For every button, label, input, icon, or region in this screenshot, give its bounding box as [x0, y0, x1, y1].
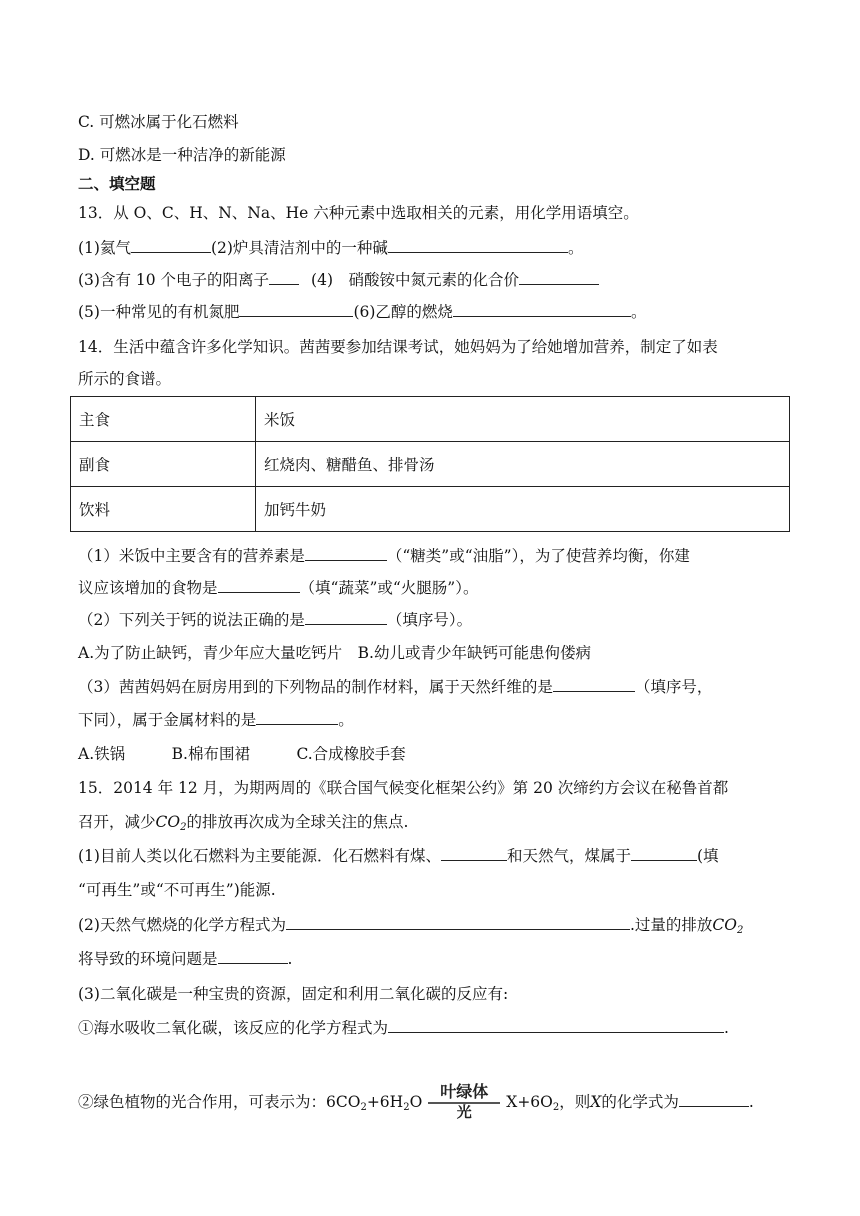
q14-s3-d: 。: [338, 711, 354, 729]
q15-s1-a: (1)目前人类以化石燃料为主要能源．化石燃料有煤、: [78, 847, 441, 865]
co2-text: CO: [712, 916, 737, 934]
q15-s3-2b: +6H: [366, 1093, 404, 1111]
q15-s3-1: [78, 1018, 729, 1038]
section-title: 二、填空题: [78, 175, 156, 193]
co2-sub: 2: [180, 822, 187, 833]
sub: 2: [360, 1102, 367, 1113]
answer-blank[interactable]: [269, 270, 299, 285]
q15-s3-1b: .: [724, 1019, 729, 1037]
answer-blank[interactable]: [286, 915, 630, 930]
table-cell-value: 加钙牛奶: [256, 487, 790, 532]
table-cell-value: 米饭: [256, 397, 790, 442]
answer-blank[interactable]: [441, 846, 507, 861]
answer-blank[interactable]: [305, 546, 387, 561]
q14-s1-line1: [78, 546, 690, 566]
answer-blank[interactable]: [453, 302, 631, 317]
answer-blank[interactable]: [553, 677, 635, 692]
q15-s3: (3)二氧化碳是一种宝贵的资源，固定和利用二氧化碳的反应有:: [78, 985, 509, 1003]
q15-s3-2d: X+6O: [506, 1093, 553, 1111]
table-row: [71, 487, 790, 532]
q14-s3-c: 下同），属于金属材料的是: [78, 711, 257, 729]
q13-p2: (2)炉具清洁剂中的一种碱: [210, 239, 388, 257]
condition-top: 叶绿体: [440, 1082, 489, 1101]
q13-line2: [78, 270, 599, 290]
sub: 2: [403, 1102, 410, 1113]
q15-s3-2e: ，则: [559, 1093, 591, 1111]
q15-s2-c: 将导致的环境问题是: [78, 950, 218, 968]
answer-blank[interactable]: [388, 1018, 724, 1033]
option-c: C. 可燃冰属于化石燃料: [78, 113, 239, 131]
q15-s1-line2: “可再生”或“不可再生”)能源.: [78, 881, 276, 899]
answer-blank[interactable]: [388, 238, 568, 253]
q15-s2-a: (2)天然气燃烧的化学方程式为: [78, 916, 286, 934]
answer-blank[interactable]: [218, 578, 300, 593]
q14-s3-line1: [78, 677, 712, 697]
q14-s2-b: （填序号）。: [386, 611, 473, 629]
co2-sub: 2: [736, 925, 744, 936]
q15-s2-b: .过量的排放: [629, 916, 713, 934]
q14-stem-1: 14．生活中蕴含许多化学知识。茜茜要参加结课考试，她妈妈为了给她增加营养，制定了如表: [78, 338, 718, 356]
q15-stem-1: 15．2014 年 12 月，为期两周的《联合国气候变化框架公约》第 20 次缔约方会议在秘鲁首都: [78, 779, 729, 797]
reaction-condition-image: [428, 1083, 500, 1119]
table-cell-value: 红烧肉、糖醋鱼、排骨汤: [256, 442, 790, 487]
sub: 2: [552, 1102, 560, 1113]
table-row: [71, 397, 790, 442]
answer-blank[interactable]: [305, 610, 387, 625]
answer-blank[interactable]: [256, 710, 338, 725]
q15-s3-2: [78, 1083, 754, 1119]
q15-s3-2g: .: [748, 1093, 754, 1111]
q14-s1-a: （1）米饭中主要含有的营养素是: [78, 547, 305, 565]
q15-s3-2a: ②绿色植物的光合作用，可表示为：6CO: [78, 1093, 361, 1111]
q13-p6-end: 。: [630, 303, 647, 321]
q13-line3: [78, 302, 646, 322]
option-d: D. 可燃冰是一种洁净的新能源: [78, 146, 286, 164]
q13-p2-end: 。: [567, 239, 584, 257]
q13-p5: (5)一种常见的有机氮肥: [78, 303, 240, 321]
table-row: [71, 442, 790, 487]
co2-formula: [712, 916, 743, 934]
q14-s2-options: A.为了防止缺钙，青少年应大量吃钙片 B.幼儿或青少年缺钙可能患佝偻病: [78, 644, 591, 662]
q13-p6: (6)乙醇的燃烧: [353, 303, 453, 321]
q14-s3-line2: [78, 710, 354, 730]
answer-blank[interactable]: [239, 302, 353, 317]
q15-s3-2f: 的化学式为: [601, 1093, 679, 1111]
q14-s1-line2: [78, 578, 478, 598]
q14-s3-options: A.铁锅 B.棉布围裙 C.合成橡胶手套: [78, 745, 406, 763]
answer-blank[interactable]: [679, 1092, 749, 1107]
answer-blank[interactable]: [218, 949, 288, 964]
x-variable: X: [590, 1093, 602, 1111]
q15-s2-line2: [78, 949, 292, 969]
q15-s2-line1: [78, 915, 743, 941]
q15-stem-2: [78, 812, 408, 838]
co2-formula: [156, 813, 187, 831]
q15-s1-c: (填: [696, 847, 719, 865]
q15-s2-d: .: [287, 950, 293, 968]
table-cell-label: 饮料: [71, 487, 256, 532]
q14-s1-d: （填“蔬菜”或“火腿肠”）。: [299, 579, 479, 597]
q13-line1: [78, 238, 583, 258]
q14-s3-a: （3）茜茜妈妈在厨房用到的下列物品的制作材料，属于天然纤维的是: [78, 678, 553, 696]
q14-s2-line: [78, 610, 472, 630]
q15-s1-line1: [78, 846, 719, 866]
q14-s1-b: （“糖类”或“油脂”），为了使营养均衡，你建: [386, 547, 690, 565]
answer-blank[interactable]: [631, 846, 697, 861]
q13-stem: 13．从 O、C、H、N、Na、He 六种元素中选取相关的元素，用化学用语填空。: [78, 204, 639, 222]
answer-blank[interactable]: [131, 238, 211, 253]
q13-p4: (4) 硝酸铵中氮元素的化合价: [311, 271, 520, 289]
q14-stem-2: 所示的食谱。: [78, 370, 172, 388]
condition-bottom: 光: [456, 1103, 472, 1121]
q14-s3-b: （填序号，: [634, 678, 713, 696]
q14-s2-a: （2）下列关于钙的说法正确的是: [78, 611, 305, 629]
q15-stem-2a: 召开，减少: [78, 813, 156, 831]
table-cell-label: 主食: [71, 397, 256, 442]
co2-text: CO: [155, 813, 181, 831]
q14-s1-c: 议应该增加的食物是: [78, 579, 218, 597]
table-cell-label: 副食: [71, 442, 256, 487]
q15-s3-2c: O: [409, 1093, 423, 1111]
menu-table: [70, 396, 790, 532]
q13-p1: (1)氦气: [78, 239, 131, 257]
q13-p3: (3)含有 10 个电子的阳离子: [78, 271, 270, 289]
q15-stem-2b: 的排放再次成为全球关注的焦点.: [186, 813, 409, 831]
q15-s3-1a: ①海水吸收二氧化碳，该反应的化学方程式为: [78, 1019, 389, 1037]
q15-s1-b: 和天然气，煤属于: [506, 847, 631, 865]
answer-blank[interactable]: [519, 270, 599, 285]
